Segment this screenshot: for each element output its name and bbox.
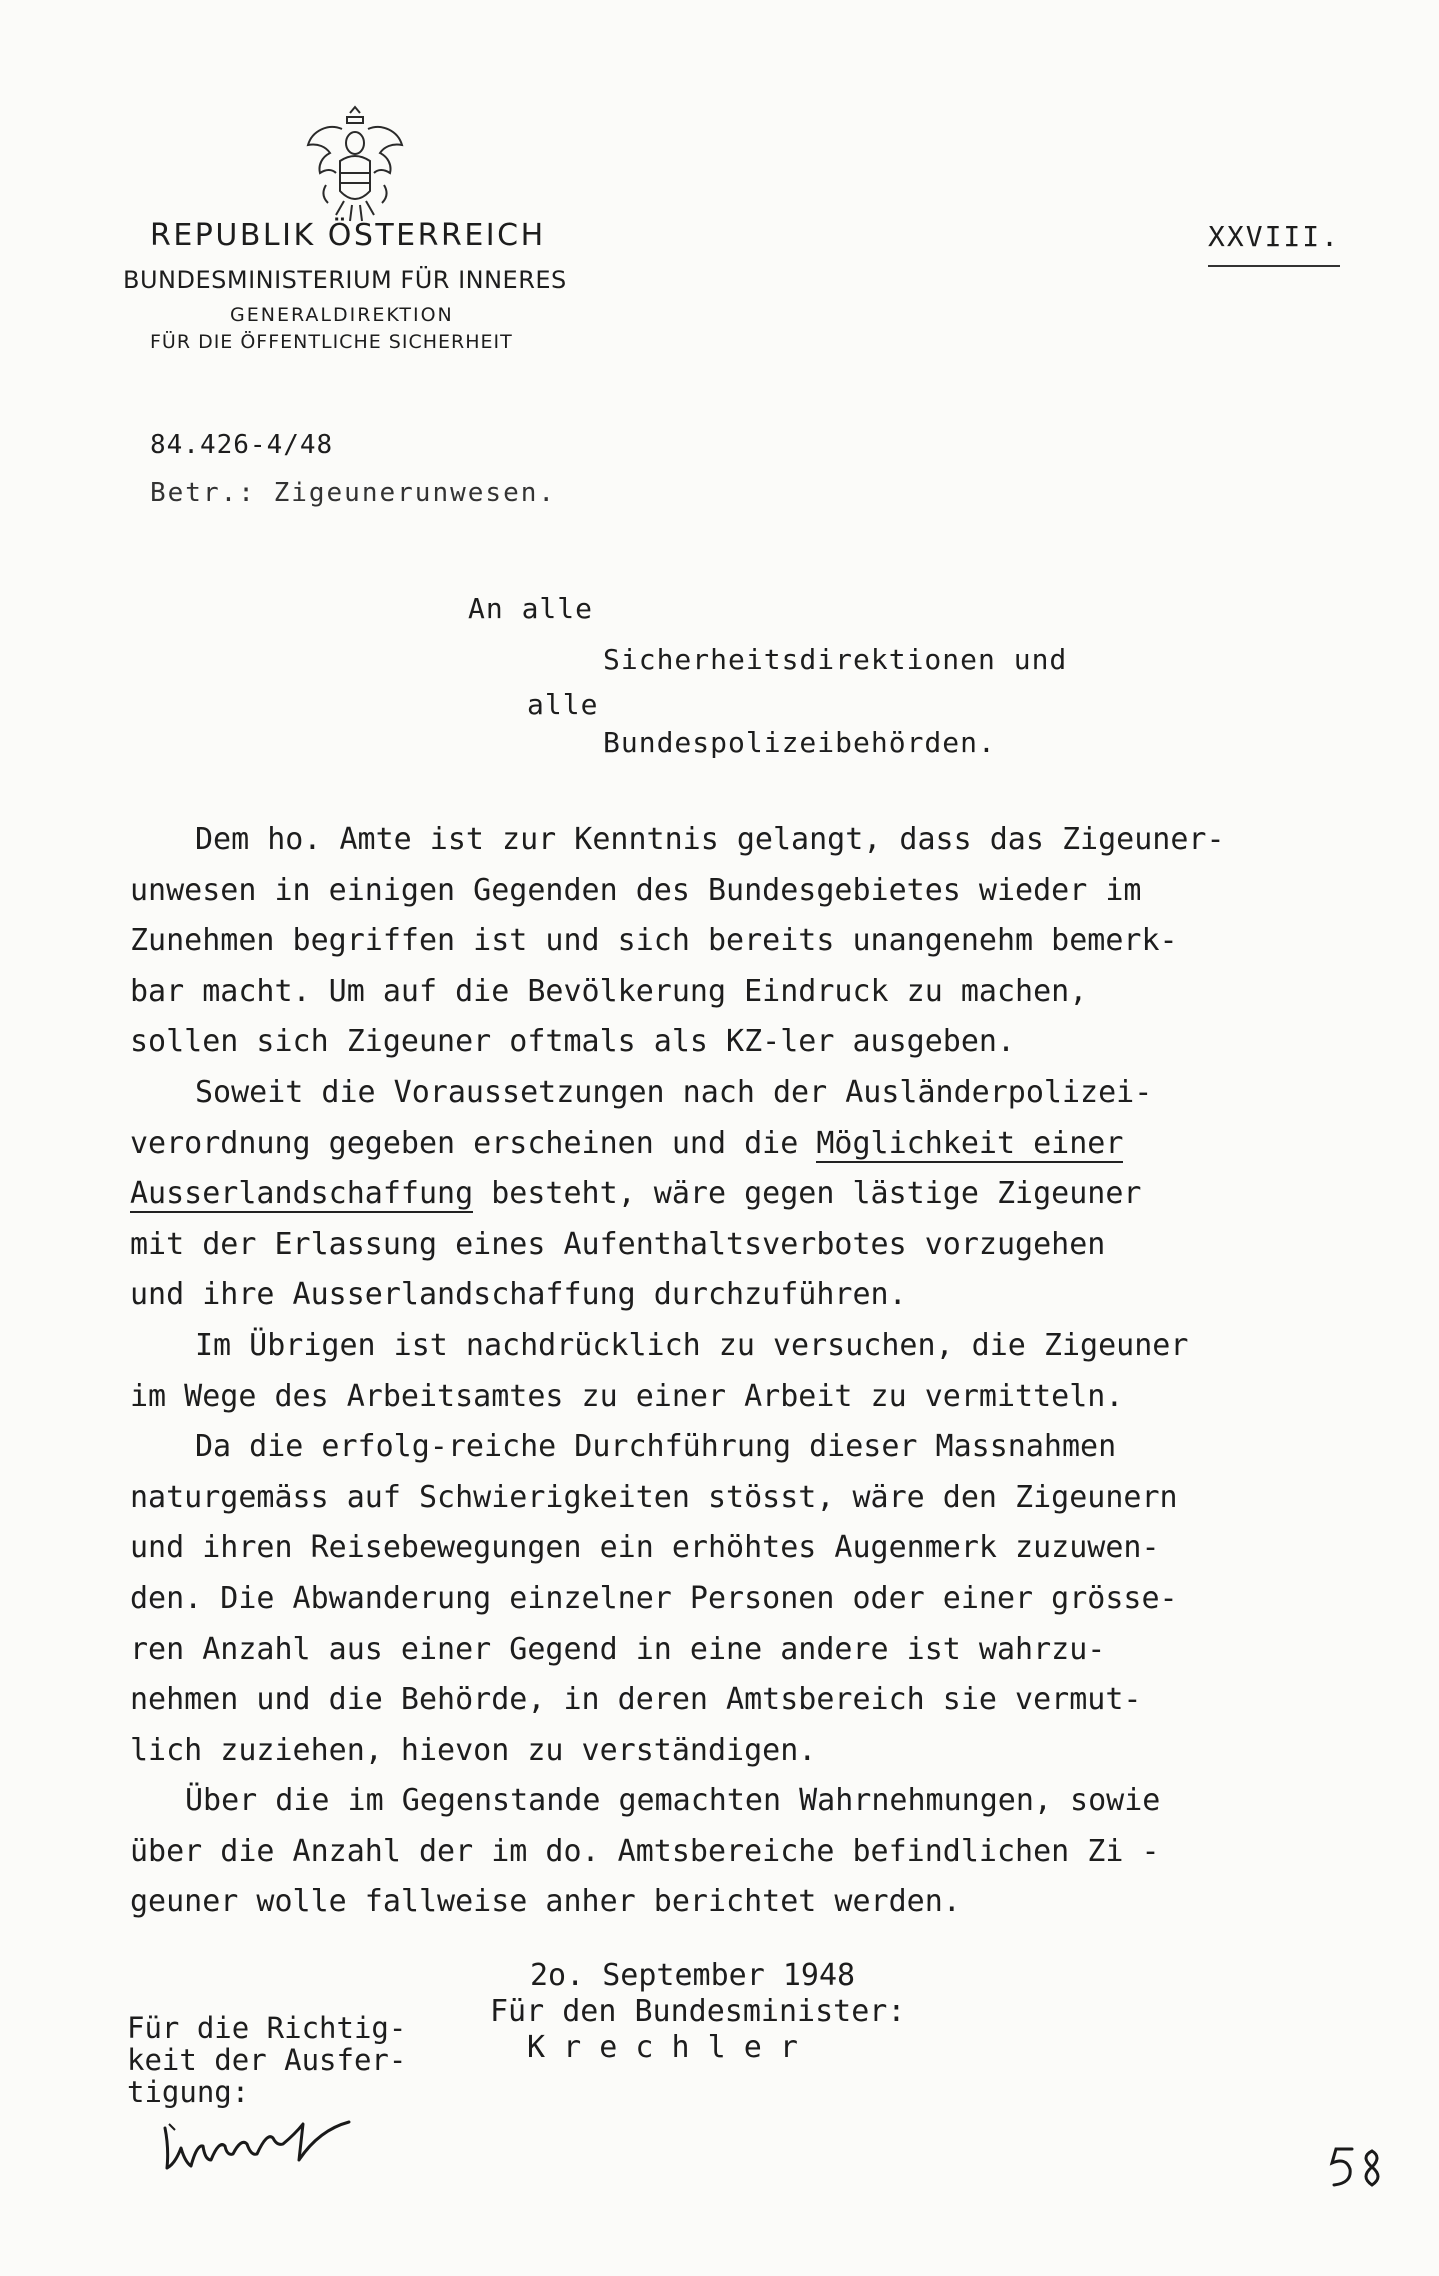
addressee-line-3: alle (527, 688, 599, 721)
page-number: XXVIII. (1208, 220, 1341, 253)
addressee-line-1: An alle (468, 592, 594, 625)
body-line: den. Die Abwanderung einzelner Personen oder einer grösse- (130, 1580, 1178, 1616)
body-line: naturgemäss auf Schwierigkeiten stösst, wäre den Zigeunern (130, 1479, 1178, 1515)
body-line: Da die erfolg-reiche Durchführung dieser Massnahmen (195, 1429, 1117, 1465)
body-line: bar macht. Um auf die Bevölkerung Eindruck zu machen, (130, 973, 1088, 1009)
certification-block (127, 2012, 406, 2108)
body-line: mit der Erlassung eines Aufenthaltsverbotes vorzugehen (130, 1226, 1106, 1262)
handwritten-signature (155, 2118, 395, 2178)
closing-on-behalf: Für den Bundesminister: (490, 1994, 906, 2029)
body-line: sollen sich Zigeuner oftmals als KZ-ler ausgeben. (130, 1024, 1016, 1060)
body-line: Zunehmen begriffen ist und sich bereits unangenehm bemerk- (130, 923, 1178, 959)
addressee-line-2: Sicherheitsdirektionen und (603, 643, 1068, 676)
archive-number-handwritten (1328, 2143, 1388, 2191)
body-line: verordnung gegeben erscheinen und die Möglichkeit einer (130, 1125, 1124, 1161)
closing-date: 2o. September 1948 (530, 1958, 856, 1993)
body-line: Im Übrigen ist nachdrücklich zu versuchen, die Zigeuner (195, 1327, 1189, 1363)
body-line: Über die im Gegenstande gemachten Wahrnehmungen, sowie (185, 1783, 1161, 1819)
body-line: unwesen in einigen Gegenden des Bundesgebietes wieder im (130, 872, 1142, 908)
letter-body (130, 815, 1290, 1928)
certification-line: keit der Ausfer- (127, 2043, 407, 2077)
body-line: und ihre Ausserlandschaffung durchzuführen. (130, 1277, 907, 1313)
body-line: Ausserlandschaffung besteht, wäre gegen lästige Zigeuner (130, 1176, 1142, 1212)
body-line: nehmen und die Behörde, in deren Amtsbereich sie vermut- (130, 1682, 1142, 1718)
underlined-phrase: Möglichkeit einer (816, 1125, 1124, 1161)
body-line: und ihren Reisebewegungen ein erhöhtes Augenmerk zuzuwen- (130, 1530, 1160, 1566)
body-line: lich zuziehen, hievon zu verständigen. (130, 1732, 817, 1768)
underlined-phrase: Ausserlandschaffung (130, 1176, 474, 1212)
page-number-underline (1208, 265, 1340, 267)
certification-line: Für die Richtig- (127, 2011, 407, 2045)
body-line: über die Anzahl der im do. Amtsbereiche befindlichen Zi - (130, 1833, 1160, 1869)
body-line: im Wege des Arbeitsamtes zu einer Arbeit zu vermitteln. (130, 1378, 1124, 1414)
body-line: geuner wolle fallweise anher berichtet werden. (130, 1884, 961, 1920)
austrian-eagle-crest-icon (300, 105, 410, 235)
subject-line: Betr.: Zigeunerunwesen. (150, 478, 557, 508)
letterhead-directorate-1: GENERALDIREKTION (230, 304, 454, 326)
letterhead-country: REPUBLIK ÖSTERREICH (150, 218, 546, 253)
body-line: Soweit die Voraussetzungen nach der Ausländerpolizei- (195, 1074, 1153, 1110)
letterhead-directorate-2: FÜR DIE ÖFFENTLICHE SICHERHEIT (150, 331, 513, 353)
reference-number: 84.426-4/48 (150, 430, 334, 460)
body-line: Dem ho. Amte ist zur Kenntnis gelangt, dass das Zigeuner- (195, 822, 1225, 857)
certification-line: tigung: (127, 2075, 250, 2109)
body-line: ren Anzahl aus einer Gegend in eine andere ist wahrzu- (130, 1631, 1106, 1667)
closing-signatory: K r e c h l e r (527, 2030, 798, 2065)
letterhead-ministry: BUNDESMINISTERIUM FÜR INNERES (123, 266, 567, 294)
addressee-line-4: Bundespolizeibehörden. (603, 726, 996, 759)
